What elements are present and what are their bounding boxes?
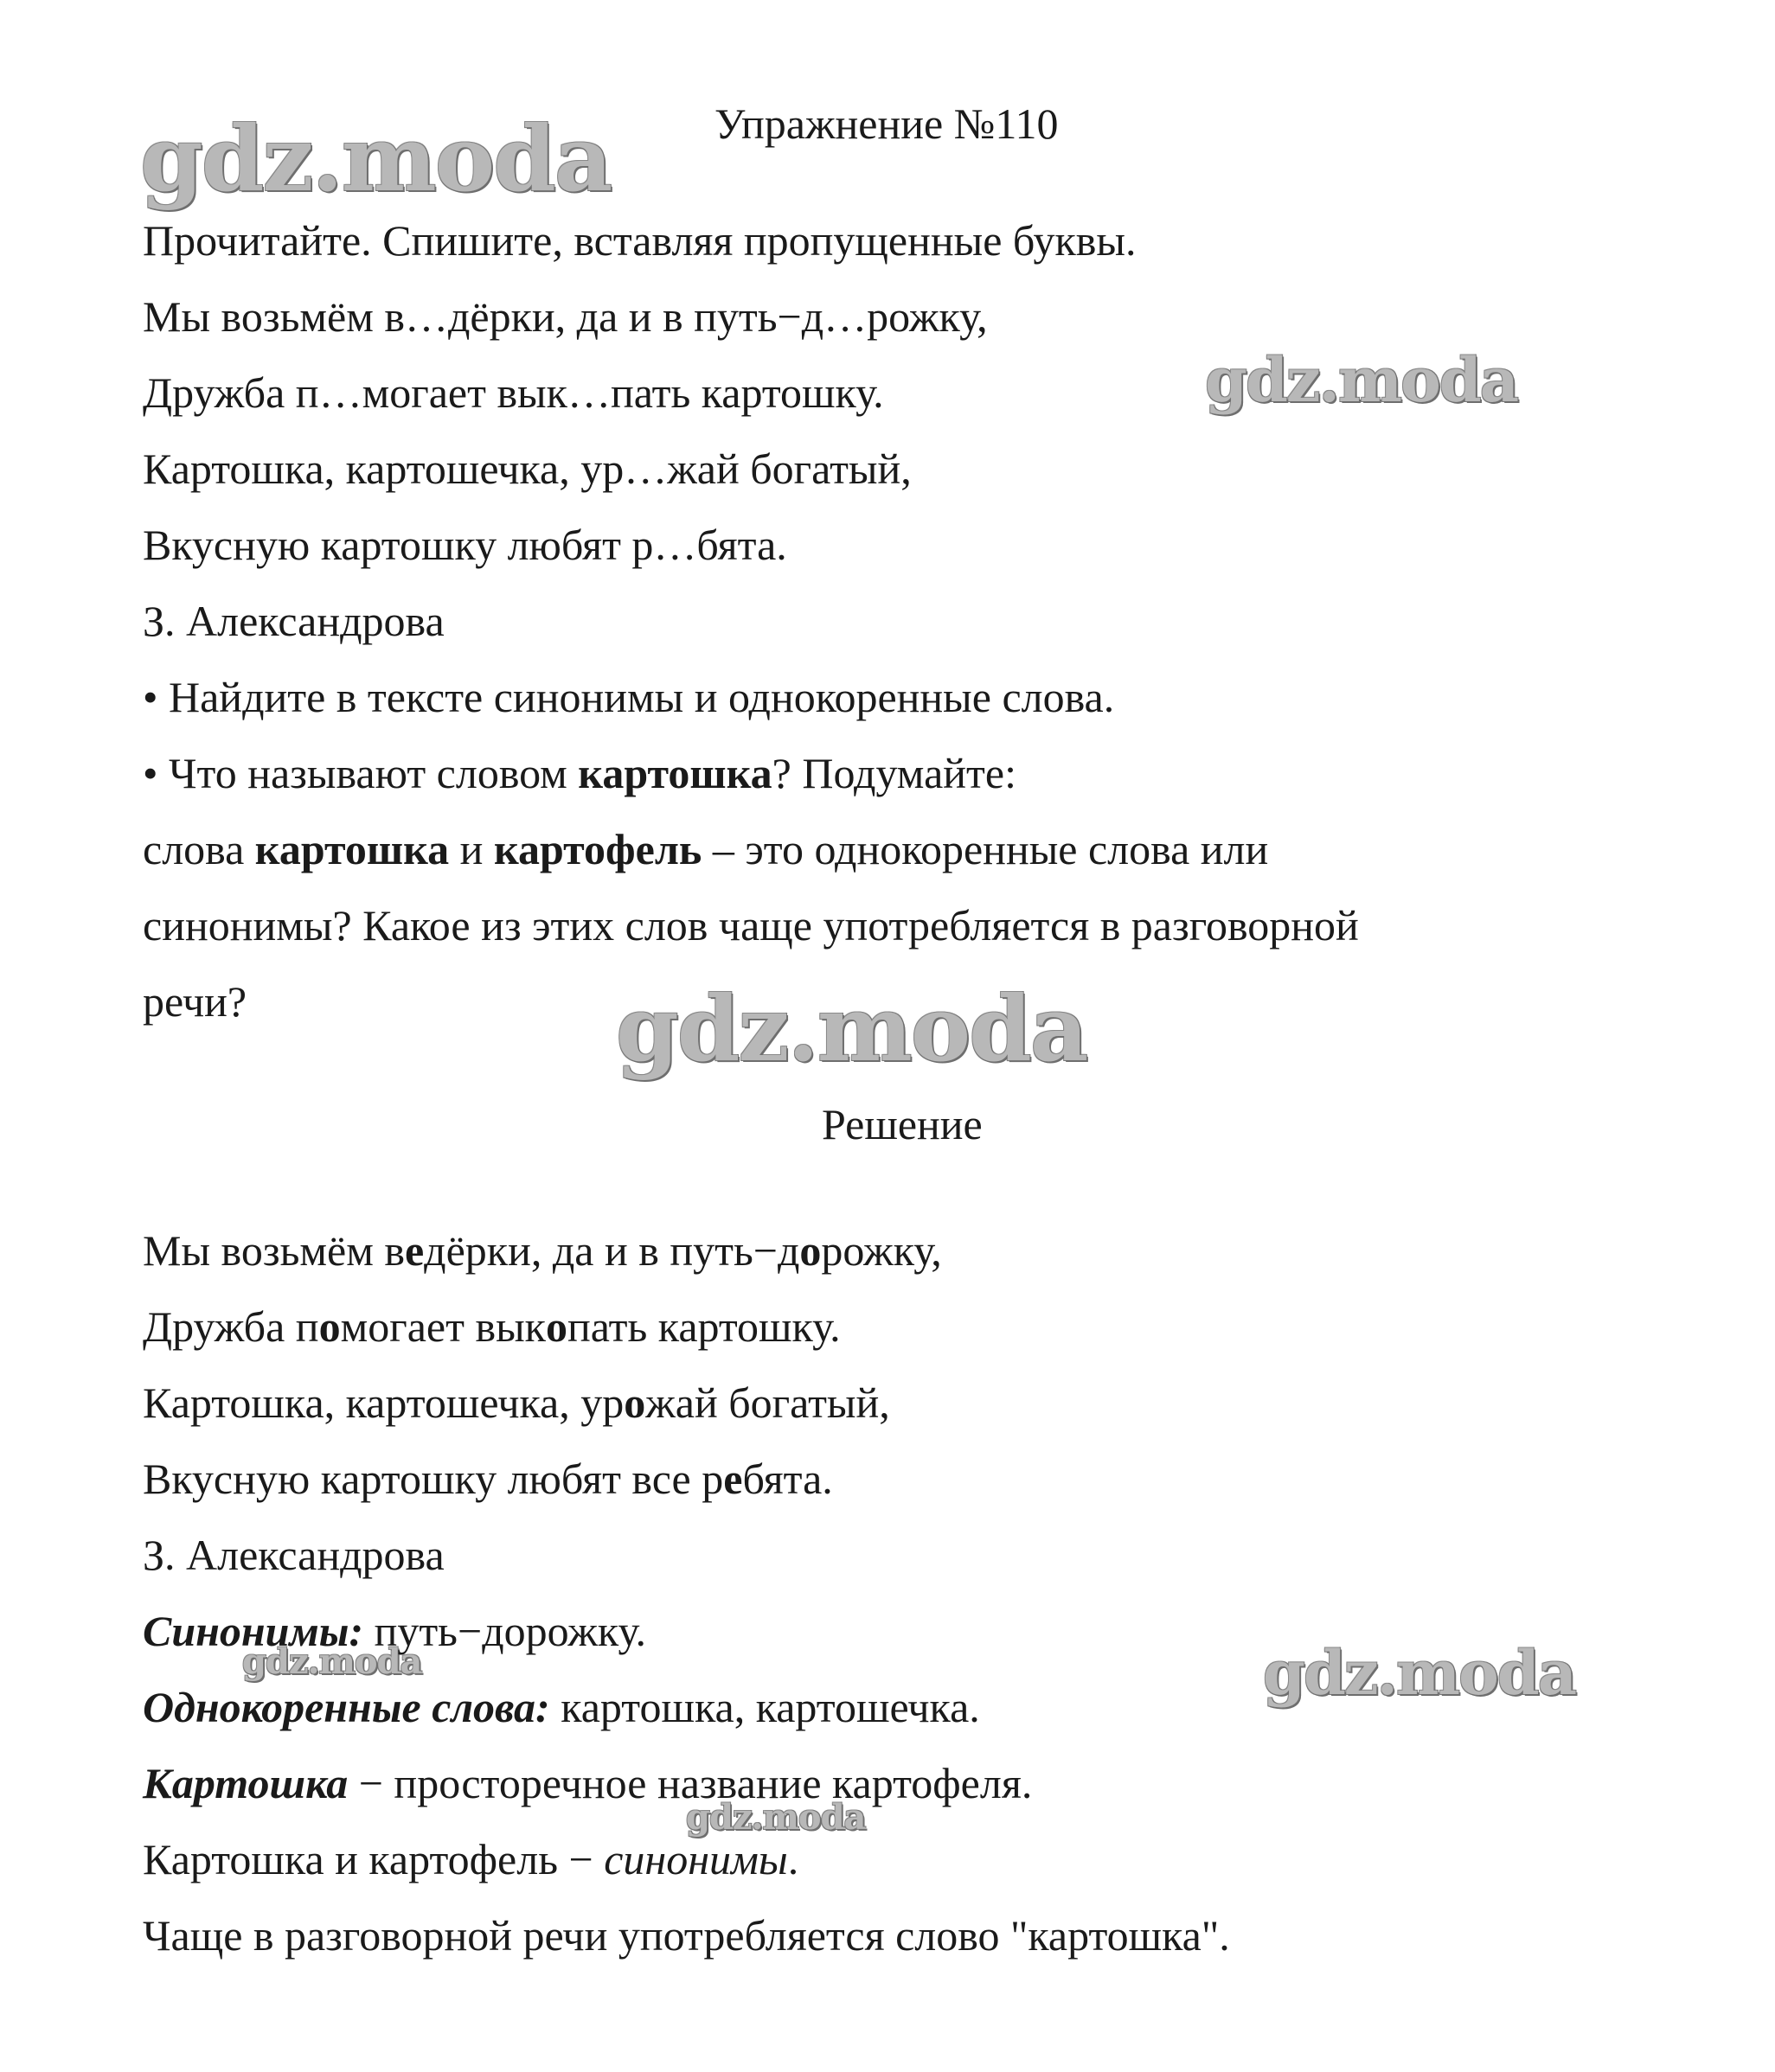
keyword: картофель bbox=[493, 825, 702, 873]
question-4: синонимы? Какое из этих слов чаще употребляется в разговорной bbox=[143, 901, 1359, 950]
watermark-logo: gdz.moda bbox=[616, 975, 1087, 1082]
synonyms-answer: Синонимы: путь−дорожку. bbox=[143, 1607, 647, 1655]
exercise-title: Упражнение №110 bbox=[714, 99, 1059, 148]
solution-heading: Решение bbox=[822, 1100, 983, 1148]
question-1: • Найдите в тексте синонимы и однокоренные слова. bbox=[143, 673, 1115, 721]
watermark-logo: gdz.moda bbox=[242, 1641, 422, 1682]
usage-answer: Чаще в разговорной речи употребляется слово "картошка". bbox=[143, 1911, 1230, 1960]
relation-answer: Картошка и картофель − синонимы. bbox=[143, 1835, 799, 1883]
meaning-answer: Картошка − просторечное название картофеля. bbox=[143, 1759, 1033, 1807]
poem-line: Дружба п…могает вык…пать картошку. bbox=[143, 368, 884, 417]
poem-line: Мы возьмём в…дёрки, да и в путь−д…рожку, bbox=[143, 292, 988, 341]
watermark-logo: gdz.moda bbox=[686, 1797, 866, 1838]
solution-poem-line: Мы возьмём ведёрки, да и в путь−дорожку, bbox=[143, 1226, 942, 1275]
keyword: картошка bbox=[578, 749, 772, 797]
watermark-logo: gdz.moda bbox=[1205, 344, 1518, 416]
poem-line: Вкусную картошку любят р…бята. bbox=[143, 521, 787, 569]
task-instruction: Прочитайте. Спишите, вставляя пропущенные буквы. bbox=[143, 216, 1137, 265]
watermark-logo: gdz.moda bbox=[140, 106, 612, 212]
question-5: речи? bbox=[143, 977, 247, 1026]
question-3: слова картошка и картофель – это однокоренные слова или bbox=[143, 825, 1269, 873]
poem-author: З. Александрова bbox=[143, 597, 445, 645]
keyword: картошка bbox=[254, 825, 450, 873]
question-2: • Что называют словом картошка? Подумайте: bbox=[143, 749, 1016, 797]
solution-author: З. Александрова bbox=[143, 1531, 445, 1579]
solution-poem-line: Вкусную картошку любят все ребята. bbox=[143, 1455, 833, 1503]
watermark-logo: gdz.moda bbox=[1263, 1637, 1576, 1709]
solution-poem-line: Картошка, картошечка, урожай богатый, bbox=[143, 1378, 890, 1427]
cognates-answer: Однокоренные слова: картошка, картошечка. bbox=[143, 1683, 980, 1731]
solution-poem-line: Дружба помогает выкопать картошку. bbox=[143, 1302, 841, 1351]
poem-line: Картошка, картошечка, ур…жай богатый, bbox=[143, 444, 912, 493]
